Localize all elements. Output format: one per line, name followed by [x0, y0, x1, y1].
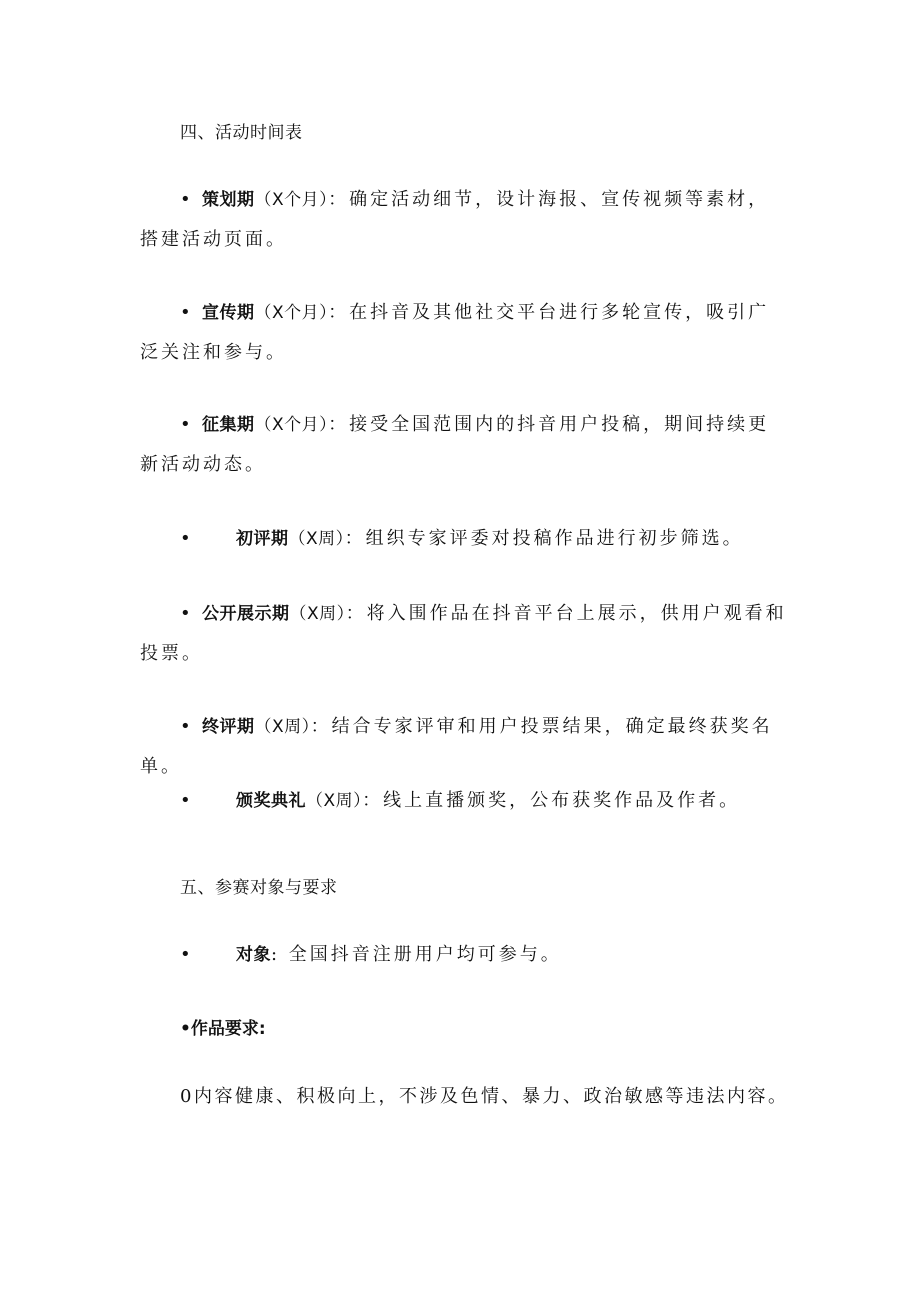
timeline-duration: （X周） — [288, 529, 345, 549]
timeline-item-planning — [140, 180, 790, 260]
section-5-heading: 五、参赛对象与要求 — [180, 878, 338, 898]
requirements-label — [180, 1014, 266, 1039]
requirement-line-1: 0内容健康、积极向上，不涉及色情、暴力、政治敏感等违法内容。 — [180, 1086, 789, 1107]
timeline-term: 策划期 — [202, 190, 255, 210]
requirements-label-text: •作品要求: — [180, 1019, 266, 1039]
bullet: • — [180, 414, 193, 435]
timeline-description: ：将入围作品在抖音平台上展示，供用户观看和投票。 — [140, 603, 787, 664]
timeline-item-collection — [140, 405, 790, 485]
bullet: • — [180, 528, 193, 549]
bullet: • — [180, 944, 193, 965]
timeline-term: 终评期 — [202, 717, 255, 737]
timeline-description: ：确定活动细节，设计海报、宣传视频等素材，搭建活动页面。 — [140, 189, 770, 250]
timeline-term: 征集期 — [202, 415, 255, 435]
target-participants-item — [140, 935, 790, 975]
timeline-duration: （X个月） — [254, 303, 329, 323]
bullet: • — [180, 716, 193, 737]
timeline-duration: （X周） — [306, 791, 363, 811]
target-description: : 全国抖音注册用户均可参与。 — [271, 944, 562, 965]
timeline-term: 宣传期 — [202, 303, 255, 323]
bullet: • — [180, 790, 193, 811]
timeline-item-preliminary — [140, 519, 790, 559]
timeline-item-showcase — [140, 594, 790, 674]
bullet: • — [180, 603, 193, 624]
timeline-description: ：接受全国范围内的抖音用户投稿，期间持续更新活动动态。 — [140, 414, 770, 475]
timeline-description: ：组织专家评委对投稿作品进行初步筛选。 — [344, 528, 744, 549]
timeline-duration: （X个月） — [254, 415, 329, 435]
timeline-term: 公开展示期 — [202, 604, 290, 624]
bullet: • — [180, 189, 193, 210]
bullet: • — [180, 302, 193, 323]
timeline-item-final — [140, 707, 790, 787]
timeline-description: ：结合专家评审和用户投票结果，确定最终获奖名单。 — [140, 716, 773, 777]
timeline-term: 颁奖典礼 — [236, 791, 306, 811]
timeline-duration: （X个月） — [254, 190, 329, 210]
timeline-item-ceremony — [140, 781, 790, 821]
timeline-description: ：在抖音及其他社交平台进行多轮宣传，吸引广泛关注和参与。 — [140, 302, 770, 363]
timeline-item-promotion — [140, 293, 790, 373]
timeline-term: 初评期 — [236, 529, 289, 549]
timeline-description: ：线上直播颁奖，公布获奖作品及作者。 — [362, 790, 741, 811]
timeline-duration: （X周） — [289, 604, 346, 624]
timeline-duration: （X周） — [254, 717, 311, 737]
section-4-heading: 四、活动时间表 — [180, 123, 303, 143]
target-term: 对象 — [236, 945, 271, 965]
